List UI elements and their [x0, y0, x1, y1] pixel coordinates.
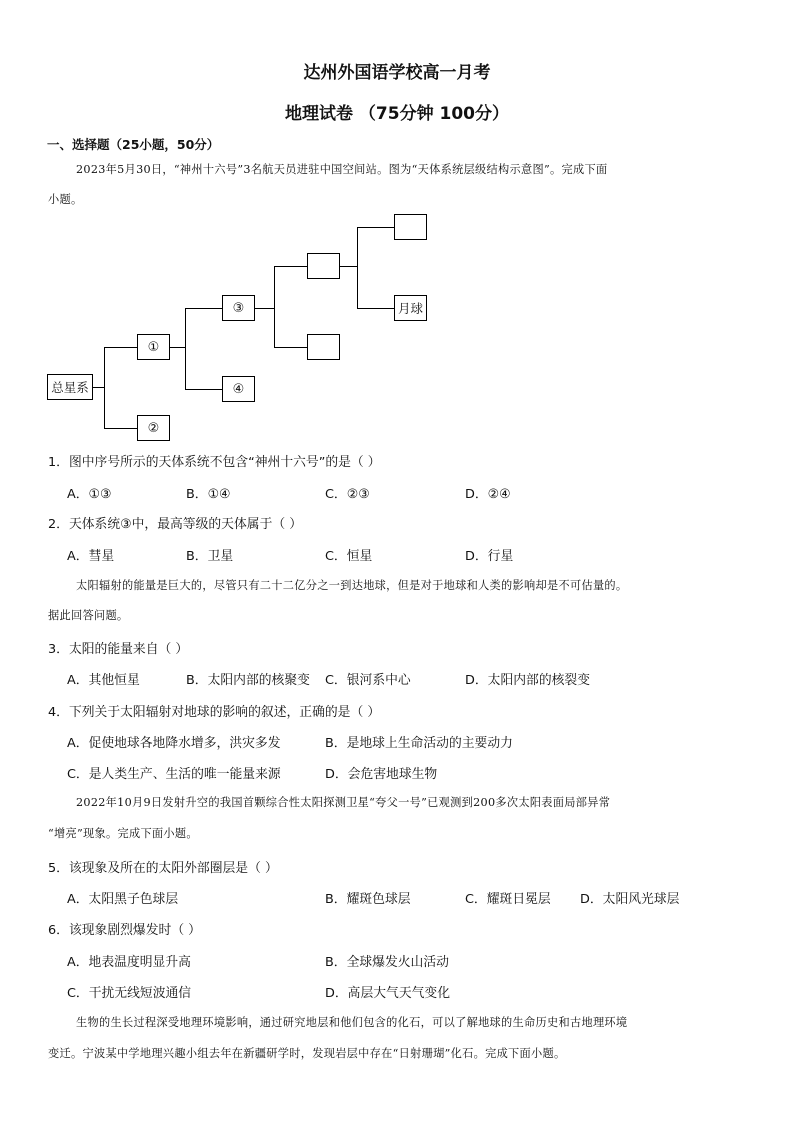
- node-moon: 月球: [394, 295, 427, 321]
- passage-3-line-2: “增亮”现象。完成下面小题。: [48, 827, 198, 840]
- question-2-option-a: A．彗星: [67, 549, 115, 564]
- connector: [170, 347, 185, 348]
- node-2: ②: [137, 415, 170, 441]
- question-1-option-a: A．①③: [67, 487, 112, 502]
- connector: [274, 347, 307, 348]
- node-blank-top: [394, 214, 427, 240]
- connector: [357, 227, 358, 308]
- question-6-option-c: C．干扰无线短波通信: [67, 986, 192, 1001]
- connector: [255, 308, 274, 309]
- passage-4-line-2: 变迁。宁波某中学地理兴趣小组去年在新疆研学时，发现岩层中存在“日射珊瑚”化石。完成下面小题。: [48, 1047, 566, 1060]
- question-2-option-c: C．恒星: [325, 549, 373, 564]
- connector: [274, 266, 275, 347]
- exam-title: 达州外国语学校高一月考: [303, 63, 491, 83]
- question-5-option-b: B．耀斑色球层: [325, 892, 411, 907]
- question-2-stem: 2．天体系统③中，最高等级的天体属于（ ）: [48, 517, 303, 532]
- question-1-option-d: D．②④: [465, 487, 511, 502]
- connector: [185, 308, 186, 389]
- node-1: ①: [137, 334, 170, 360]
- node-universe: 总星系: [47, 374, 93, 400]
- question-3-option-a: A．其他恒星: [67, 673, 140, 688]
- connector: [93, 387, 104, 388]
- exam-subtitle: 地理试卷 （75分钟 100分）: [285, 104, 509, 124]
- connector: [185, 389, 222, 390]
- question-1-stem: 1．图中序号所示的天体系统不包含“神州十六号”的是（ ）: [48, 455, 381, 470]
- connector: [357, 308, 394, 309]
- section-heading: 一、选择题（25小题，50分）: [47, 137, 220, 152]
- question-6-stem: 6．该现象剧烈爆发时（ ）: [48, 923, 201, 938]
- question-6-option-b: B．全球爆发火山活动: [325, 955, 449, 970]
- passage-4-line-1: 生物的生长过程深受地理环境影响，通过研究地层和他们包含的化石，可以了解地球的生命历史和古地理环境: [76, 1016, 628, 1029]
- passage-2-line-2: 据此回答问题。: [48, 609, 129, 622]
- question-5-option-c: C．耀斑日冕层: [465, 892, 551, 907]
- question-4-option-d: D．会危害地球生物: [325, 767, 438, 782]
- question-2-option-b: B．卫星: [186, 549, 234, 564]
- node-blank-mid: [307, 253, 340, 279]
- passage-2-line-1: 太阳辐射的能量是巨大的，尽管只有二十二亿分之一到达地球，但是对于地球和人类的影响却是不可估量的。: [76, 579, 628, 592]
- node-blank-low: [307, 334, 340, 360]
- question-1-option-b: B．①④: [186, 487, 231, 502]
- connector: [340, 266, 357, 267]
- connector: [104, 347, 105, 428]
- question-6-option-d: D．高层大气天气变化: [325, 986, 451, 1001]
- question-1-option-c: C．②③: [325, 487, 370, 502]
- question-3-option-d: D．太阳内部的核裂变: [465, 673, 591, 688]
- connector: [104, 347, 137, 348]
- question-4-option-c: C．是人类生产、生活的唯一能量来源: [67, 767, 281, 782]
- question-4-stem: 4．下列关于太阳辐射对地球的影响的叙述，正确的是（ ）: [48, 705, 381, 720]
- question-3-stem: 3．太阳的能量来自（ ）: [48, 642, 189, 657]
- connector: [357, 227, 394, 228]
- node-4: ④: [222, 376, 255, 402]
- connector: [104, 428, 137, 429]
- question-6-option-a: A．地表温度明显升高: [67, 955, 191, 970]
- passage-1-line-2: 小题。: [48, 193, 83, 206]
- connector: [185, 308, 222, 309]
- passage-3-line-1: 2022年10月9日发射升空的我国首颗综合性太阳探测卫星“夸父一号”已观测到200多次太阳表面局部异常: [76, 796, 611, 809]
- question-4-option-b: B．是地球上生命活动的主要动力: [325, 736, 513, 751]
- connector: [274, 266, 307, 267]
- question-2-option-d: D．行星: [465, 549, 514, 564]
- question-5-stem: 5．该现象及所在的太阳外部圈层是（ ）: [48, 861, 278, 876]
- question-5-option-a: A．太阳黑子色球层: [67, 892, 179, 907]
- question-3-option-b: B．太阳内部的核聚变: [186, 673, 310, 688]
- node-3: ③: [222, 295, 255, 321]
- question-4-option-a: A．促使地球各地降水增多，洪灾多发: [67, 736, 281, 751]
- question-5-option-d: D．太阳风光球层: [580, 892, 680, 907]
- question-3-option-c: C．银河系中心: [325, 673, 411, 688]
- passage-1-line-1: 2023年5月30日，“神州十六号”3名航天员进驻中国空间站。图为“天体系统层级结构示意图”。完成下面: [76, 163, 608, 176]
